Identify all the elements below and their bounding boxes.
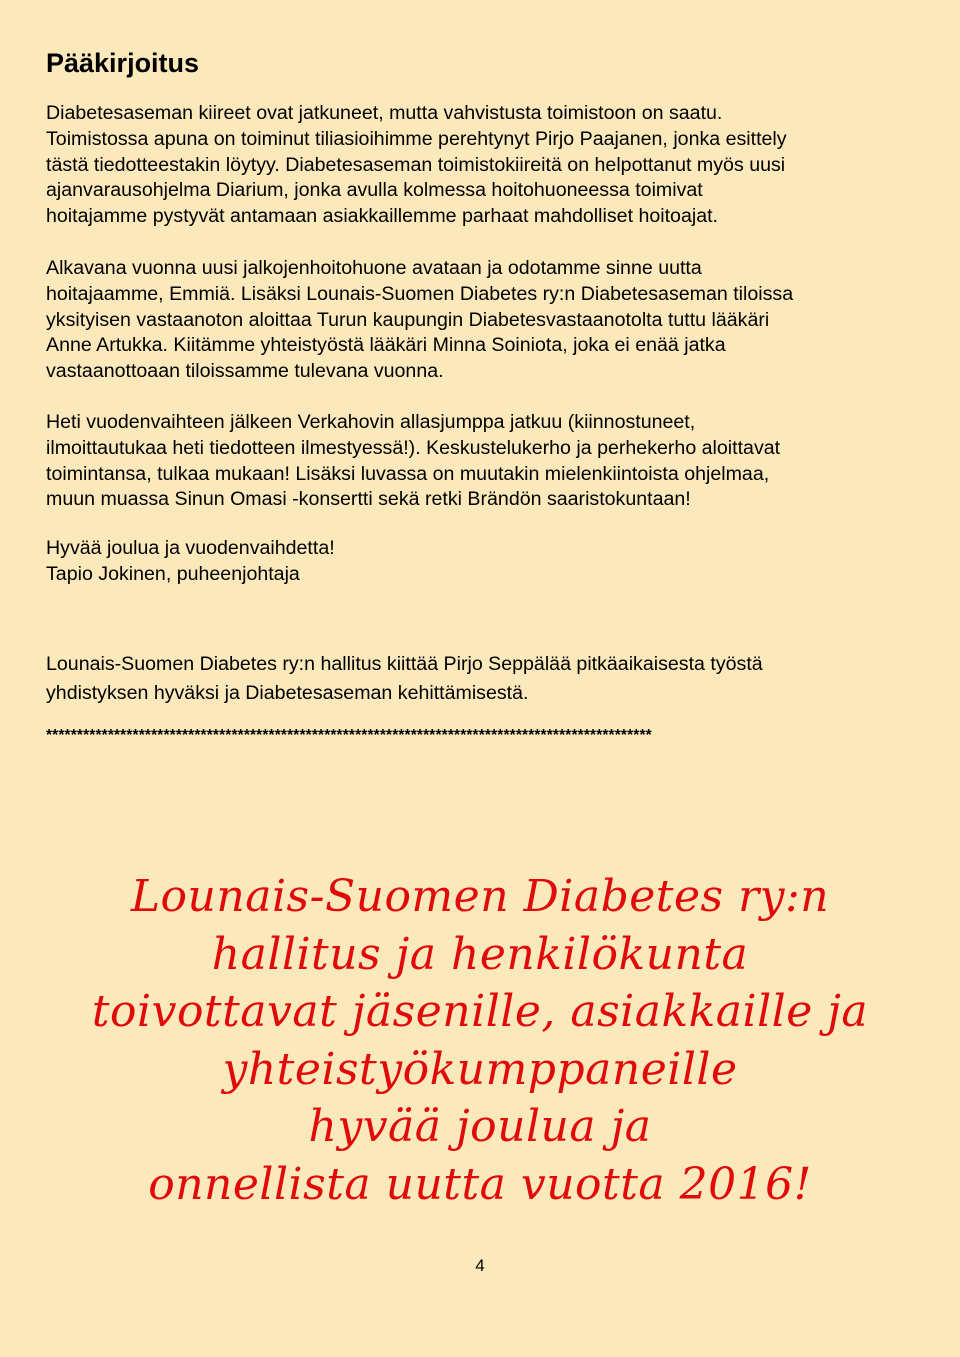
asterisk-separator: ************************************************************************************************** (46, 727, 652, 744)
greeting-line: hallitus ja henkilökunta (211, 928, 749, 980)
page-number: 4 (475, 1256, 485, 1275)
paragraph-line: vastaanottoaan tiloissamme tulevana vuonna. (46, 360, 444, 383)
paragraph-line: Diabetesaseman kiireet ovat jatkuneet, mutta vahvistusta toimistoon on saatu. (46, 102, 723, 124)
editorial-paragraph-3 (46, 410, 926, 513)
thanks-line: yhdistyksen hyväksi ja Diabetesaseman kehittämisestä. (46, 682, 529, 704)
paragraph-line: toimintansa, tulkaa mukaan! Lisäksi luvassa on muutakin mielenkiintoista ohjelmaa, (46, 462, 770, 485)
paragraph-line: Heti vuodenvaihteen jälkeen Verkahovin allasjumppa jatkuu (kiinnostuneet, (46, 411, 696, 433)
paragraph-line: tästä tiedotteestakin löytyy. Diabetesaseman toimistokiireitä on helpottanut myös uusi (46, 153, 786, 176)
paragraph-line: muun muassa Sinun Omasi -konsertti sekä retki Brändön saaristokuntaan! (46, 488, 691, 511)
signoff (46, 536, 926, 588)
editorial-paragraph-1 (46, 101, 926, 230)
paragraph-line: Anne Artukka. Kiitämme yhteistyöstä lääkäri Minna Soiniota, joka ei enää jatka (46, 334, 726, 357)
paragraph-line: Alkavana vuonna uusi jalkojenhoitohuone avataan ja odotamme sinne uutta (46, 257, 702, 279)
greeting-line: hyvää joulua ja (308, 1101, 652, 1152)
paragraph-line: hoitajaamme, Emmiä. Lisäksi Lounais-Suomen Diabetes ry:n Diabetesaseman tiloissa (46, 282, 794, 305)
greeting-line: toivottavat jäsenille, asiakkaille ja (91, 986, 869, 1037)
greeting-line: yhteistyökumppaneille (222, 1043, 738, 1095)
christmas-greeting (0, 868, 960, 1213)
signoff-author: Tapio Jokinen, puheenjohtaja (46, 562, 300, 585)
thanks-note (46, 650, 926, 708)
greeting-line: onnellista uutta vuotta 2016! (148, 1158, 812, 1210)
signoff-wish: Hyvää joulua ja vuodenvaihdetta! (46, 537, 335, 559)
page-title: Pääkirjoitus (46, 48, 200, 78)
thanks-line: Lounais-Suomen Diabetes ry:n hallitus kiittää Pirjo Seppälää pitkäaikaisesta työstä (46, 653, 763, 675)
editorial-paragraph-2 (46, 256, 926, 385)
paragraph-line: ajanvarausohjelma Diarium, jonka avulla kolmessa hoitohuoneessa toimivat (46, 179, 703, 202)
paragraph-line: yksityisen vastaanoton aloittaa Turun kaupungin Diabetesvastaanotolta tuttu lääkäri (46, 308, 770, 331)
paragraph-line: ilmoittautukaa heti tiedotteen ilmestyessä!). Keskustelukerho ja perhekerho aloittavat (46, 436, 781, 459)
paragraph-line: Toimistossa apuna on toiminut tiliasioihimme perehtynyt Pirjo Paajanen, jonka esittely (46, 127, 787, 150)
greeting-line: Lounais-Suomen Diabetes ry:n (130, 871, 830, 922)
paragraph-line: hoitajamme pystyvät antamaan asiakkaillemme parhaat mahdolliset hoitoajat. (46, 205, 718, 228)
